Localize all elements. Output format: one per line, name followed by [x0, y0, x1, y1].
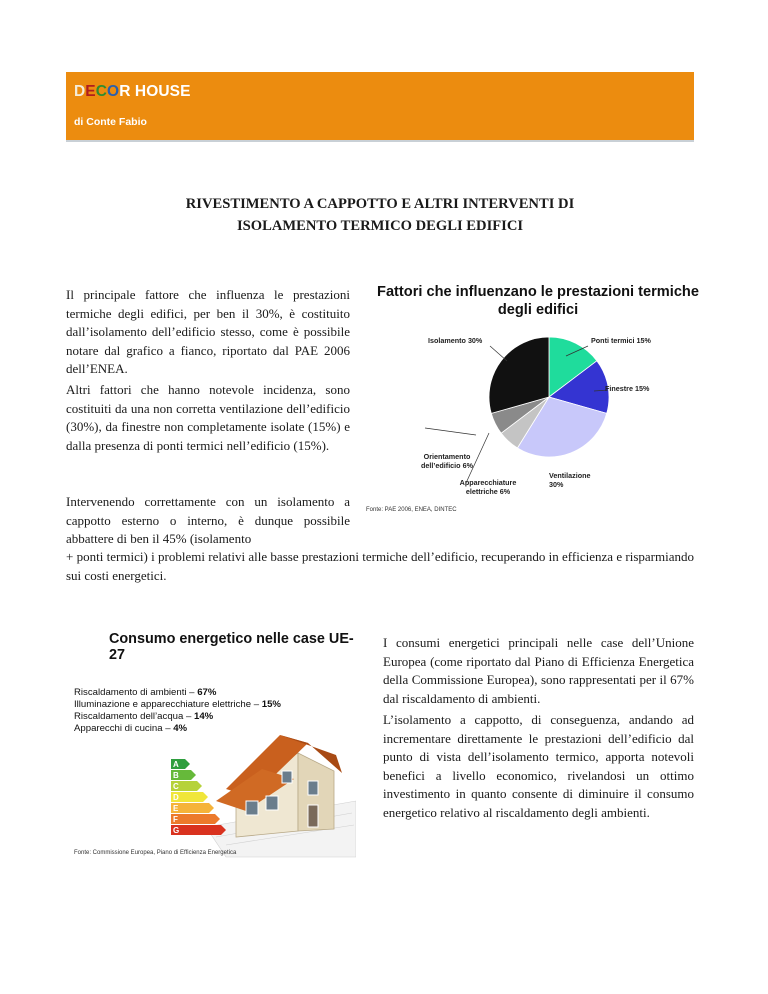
- label-apparecchiature: Apparecchiature elettriche 6%: [459, 478, 517, 496]
- energy-class-label: F: [173, 815, 178, 824]
- brand-letter-o: O: [107, 83, 120, 100]
- page-title: [66, 193, 694, 237]
- paragraph-cappotto: Intervenendo correttamente con un isolamento a cappotto esterno o interno, è dunque possibile abbattere di ben il 45% (isolamento: [66, 494, 350, 546]
- chart-title: Fattori che influenzano le prestazioni termiche degli edifici: [377, 284, 699, 318]
- paragraph-intro: Il principale fattore che influenza le prestazioni termiche degli edifici, per ben il 30%, è costituito dall’isolamento dell’edificio stesso, come è possibile notare dal grafico a fianco, riportato dal PAE 2006 dell’ENEA.: [66, 287, 350, 376]
- brand-logo: [74, 83, 191, 101]
- infographic-title: Consumo energetico nelle case UE-27: [109, 631, 354, 663]
- brand-rest: R HOUSE: [119, 83, 191, 100]
- energy-class-label: C: [173, 782, 179, 791]
- title-line-1: RIVESTIMENTO A CAPPOTTO E ALTRI INTERVENTI DI: [185, 196, 575, 212]
- infographic-source: Fonte: Commissione Europea, Piano di Efficienza Energetica: [74, 850, 237, 856]
- row-value: 4%: [173, 723, 188, 734]
- brand-letter-c: C: [95, 83, 108, 100]
- energy-class-bars: [171, 759, 226, 835]
- paragraph-factors: Altri fattori che hanno notevole incidenza, sono costituiti da una non corretta ventilazione dell’edificio (30%), da finestre non completamente isolate (15%) e dalla presenza di ponti termici nell’edificio (15%).: [66, 382, 350, 453]
- row-label: Riscaldamento dell’acqua –: [74, 711, 192, 722]
- header-banner: [66, 72, 694, 142]
- energy-class-label: E: [173, 804, 179, 813]
- house-illustration: [66, 631, 356, 863]
- row-label: Riscaldamento di ambienti –: [74, 687, 195, 698]
- energy-class-label: D: [173, 793, 179, 802]
- energy-class-bar: [171, 814, 220, 824]
- row-label: Apparecchi di cucina –: [74, 723, 171, 734]
- brand-letter-e: E: [85, 83, 96, 100]
- chart-source: Fonte: PAE 2006, ENEA, DINTEC: [366, 507, 457, 513]
- row-value: 14%: [194, 711, 214, 722]
- label-finestre: Finestre 15%: [605, 384, 650, 393]
- brand-letter-d: D: [74, 83, 86, 100]
- row-value: 15%: [261, 699, 281, 710]
- label-orientamento: Orientamento dell’edificio 6%: [421, 452, 473, 470]
- row-value: 67%: [197, 687, 217, 698]
- label-isolamento: Isolamento 30%: [428, 336, 483, 345]
- label-ponti-termici: Ponti termici 15%: [591, 336, 651, 345]
- pie-chart-svg: [362, 283, 714, 523]
- title-line-2: ISOLAMENTO TERMICO DEGLI EDIFICI: [236, 218, 524, 234]
- paragraph-benefici: L’isolamento a cappotto, di conseguenza, andando ad incrementare direttamente le prestazioni dell’edificio dal punto di vista dell’isolamento termico, apporta notevoli benefici a livello economico, rivelandosi un ottimo investimento in quanto consente di diminuire il consumo energetico relativo al riscaldamento degli ambienti.: [383, 712, 694, 820]
- row-label: Illuminazione e apparecchiature elettriche –: [74, 699, 260, 710]
- energy-class-bar: [171, 825, 226, 835]
- label-ventilazione: Ventilazione 30%: [549, 471, 591, 489]
- brand-subtitle: di Conte Fabio: [74, 116, 147, 128]
- energy-consumption-infographic: [66, 631, 356, 863]
- energy-class-label: A: [173, 760, 179, 769]
- energy-class-label: B: [173, 771, 179, 780]
- paragraph-cappotto-cont: + ponti termici) i problemi relativi alle basse prestazioni termiche dell’edificio, recuperando in efficienza e risparmiando sui costi energetici.: [66, 549, 694, 583]
- pie-chart-factors: [362, 283, 714, 523]
- paragraph-consumi: I consumi energetici principali nelle case dell’Unione Europea (come riportato dal Piano di Efficienza Energetica della Commissione Europea), sono rappresentati per il 67% dal riscaldamento di ambienti.: [383, 635, 694, 706]
- energy-class-label: G: [173, 826, 180, 835]
